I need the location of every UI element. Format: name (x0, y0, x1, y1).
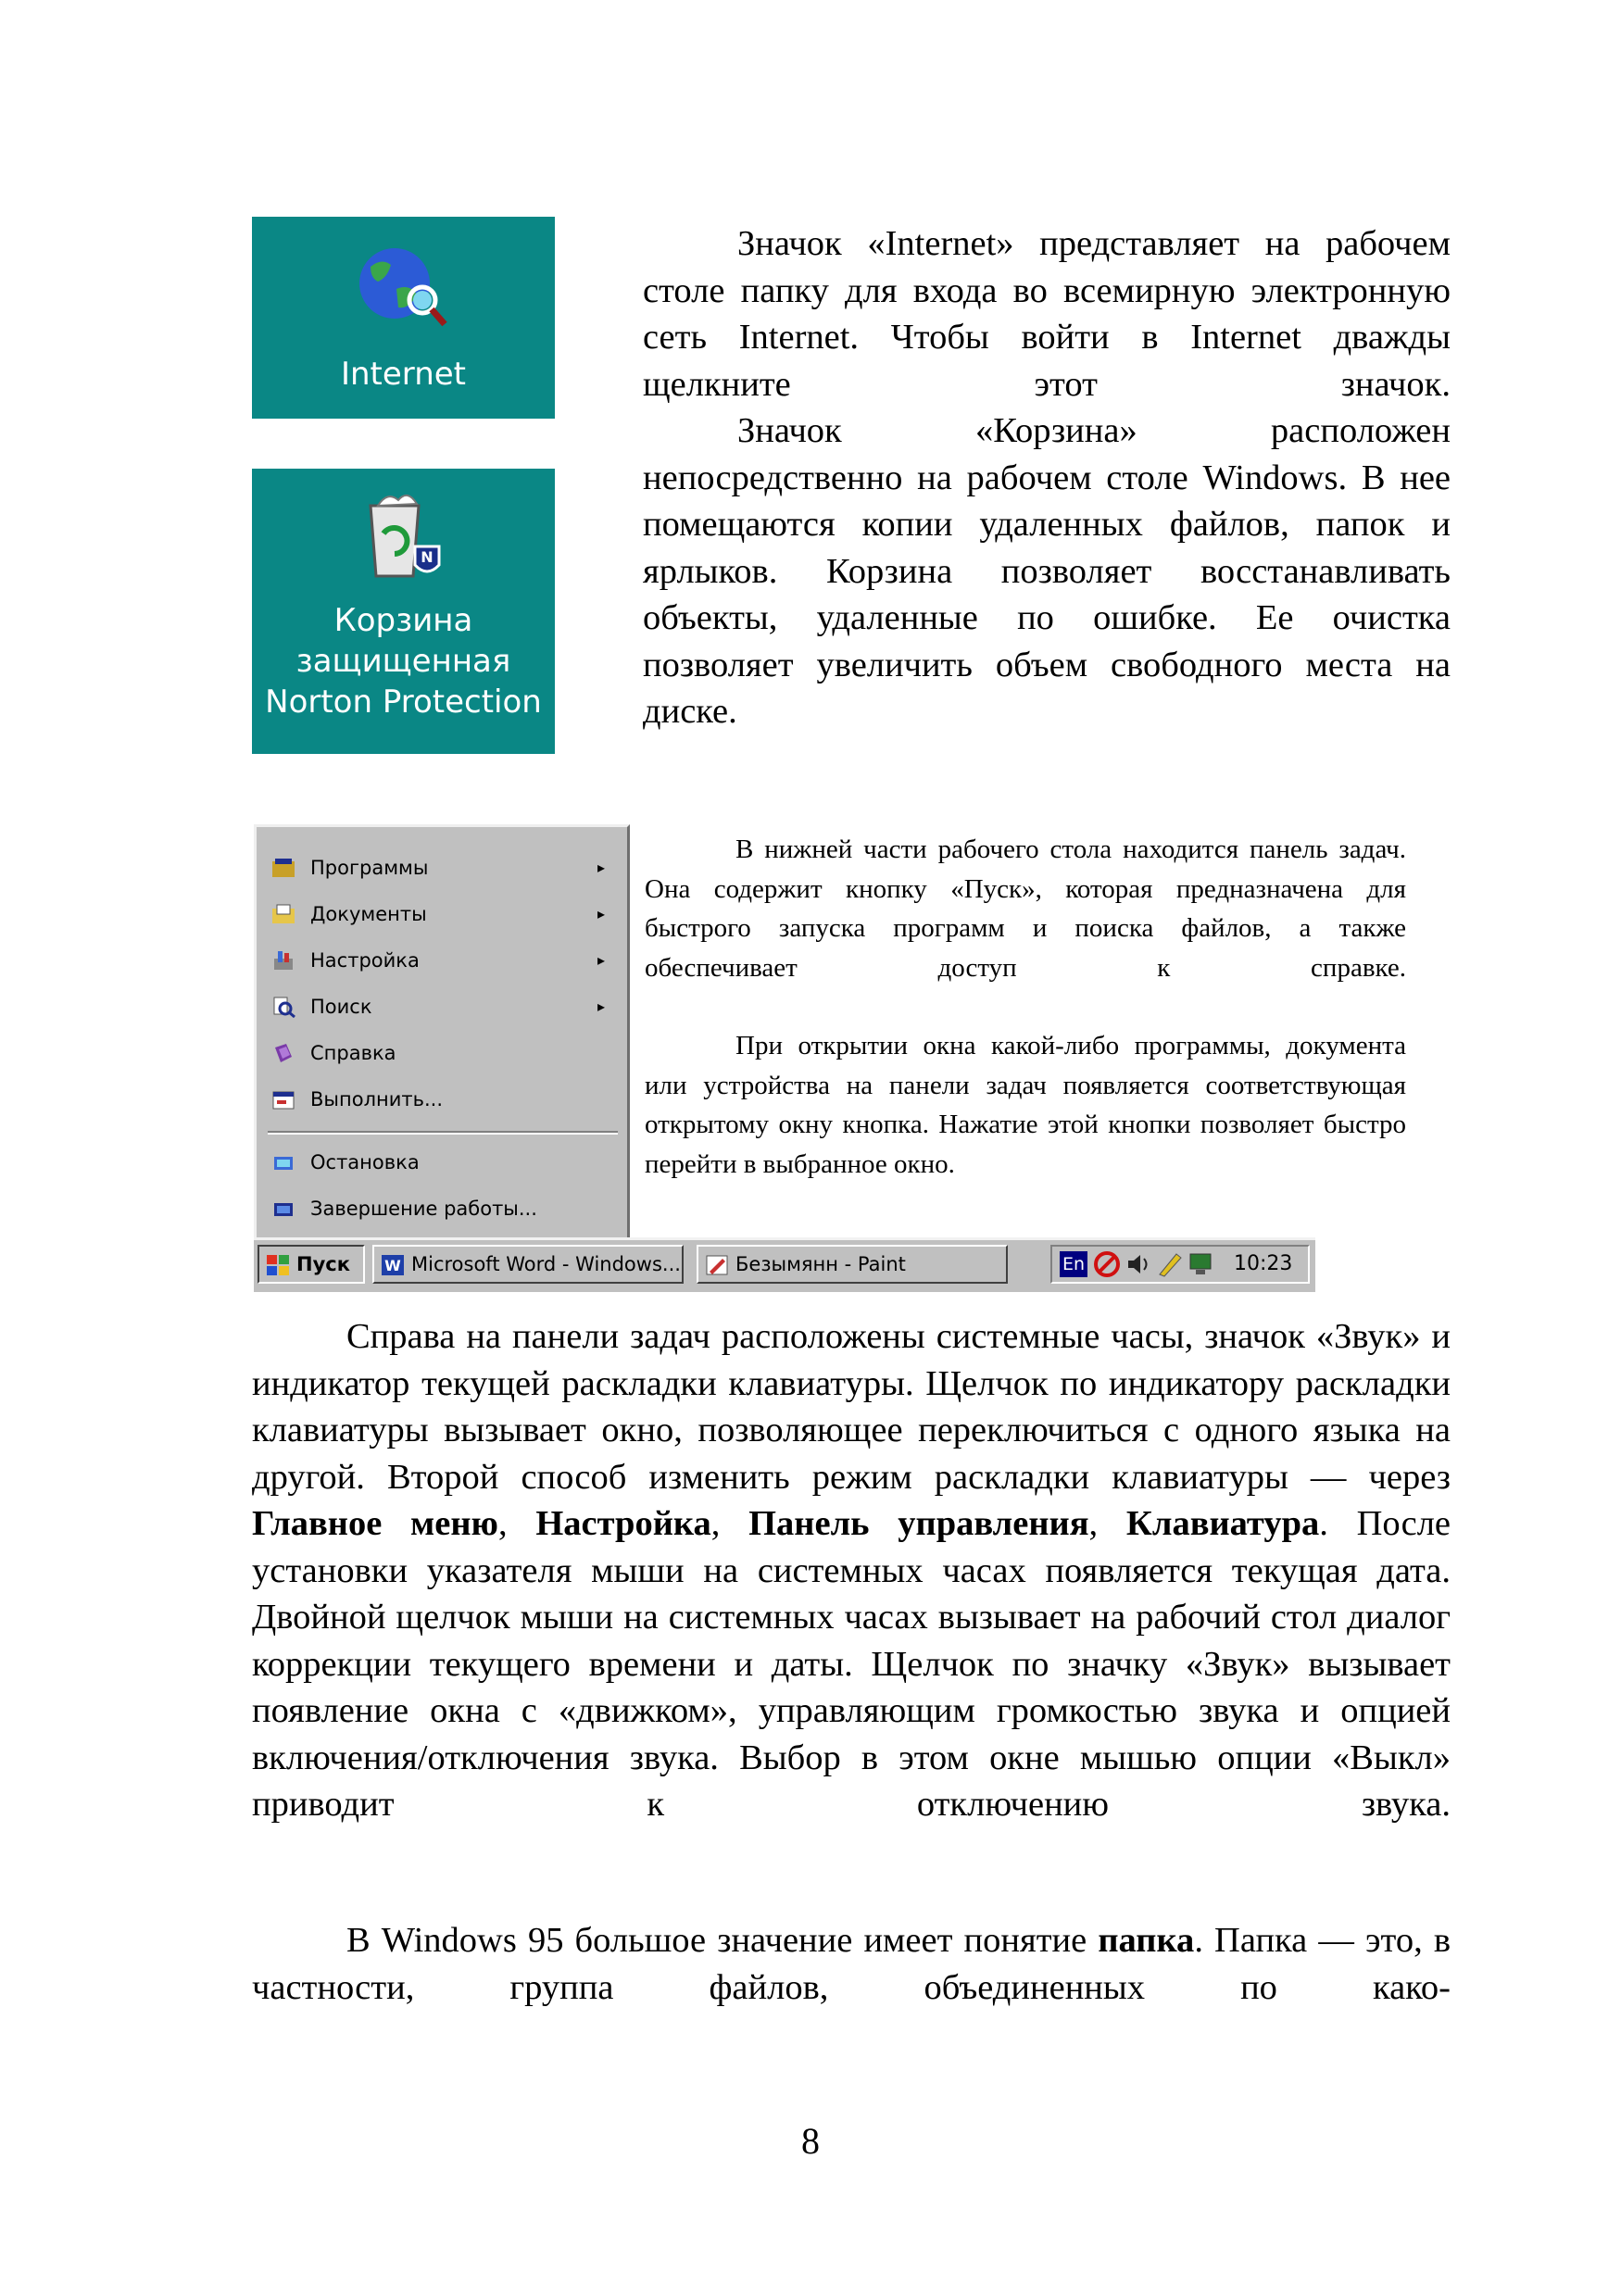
menu-item-label: Настройка (310, 949, 420, 972)
system-tray (1050, 1245, 1310, 1284)
paragraph-taskbar-intro: В нижней части рабочего стола находится панель задач. Она содержит кнопку «Пуск», которая предназначена для быстрого запуска программ и поиска файлов, а также обеспечивает доступ к справке. (645, 834, 1406, 983)
svg-text:N: N (421, 548, 434, 566)
menu-item-run[interactable] (268, 1081, 620, 1118)
start-menu (254, 824, 630, 1247)
start-button[interactable] (258, 1245, 365, 1284)
menu-item-shutdown[interactable] (268, 1190, 620, 1227)
paragraph-tray-intro: Справа на панели задач расположены системные часы, значок «Звук» и индикатор текущей раскладки клавиатуры. Щелчок по индикатору раскладки клавиатуры вызывает окно, позволяющее переключиться с одного языка на другой. Второй способ изменить режим раскладки клавиатуры — через (252, 1317, 1451, 1497)
term-control-panel: Панель управления (748, 1504, 1089, 1543)
taskbar-button-paint[interactable] (697, 1245, 1008, 1284)
paragraph-system-tray: Справа на панели задач расположены системные часы, значок «Звук» и индикатор текущей раскладки клавиатуры. Щелчок по индикатору раскладки клавиатуры вызывает окно, позволяющее переключиться с одного языка на другой. Второй способ изменить режим раскладки клавиатуры — через Главное меню, Настройка, Панель управления, Клавиатура. После установки указателя мыши на системных часах появляется текущая дата. Двойной щелчок мыши на системных часах вызывает на рабочий стол диалог коррекции текущего времени и даты. Щелчок по значку «Звук» вызывает появление окна с «движком», управляющим громкостью звука и опцией включения/отключения звука. Выбор в этом окне мышью опции «Выкл» приводит к отключению звука. (252, 1317, 1451, 1824)
paint-app-icon (704, 1253, 730, 1277)
submenu-arrow-icon: ▸ (597, 859, 605, 876)
help-book-icon (271, 1042, 295, 1064)
term-main-menu: Главное меню (252, 1504, 498, 1543)
menu-item-suspend[interactable] (268, 1144, 620, 1181)
shutdown-icon (271, 1198, 295, 1220)
find-icon (271, 996, 295, 1018)
recycle-bin-icon-label: Корзина защищенная Norton Protection (265, 602, 542, 721)
page-number: 8 (801, 2120, 820, 2162)
taskbar-button-word[interactable] (372, 1245, 684, 1284)
internet-desktop-icon[interactable] (252, 217, 555, 419)
settings-icon (271, 949, 295, 972)
menu-item-label: Документы (310, 903, 427, 925)
menu-item-label: Завершение работы... (310, 1198, 537, 1220)
recycle-bin-icon (350, 487, 452, 583)
keyboard-layout-indicator[interactable]: En (1060, 1251, 1087, 1277)
svg-text:W: W (384, 1257, 401, 1274)
word-app-icon (380, 1253, 406, 1277)
internet-icon-label: Internet (340, 356, 466, 393)
menu-item-label: Поиск (310, 996, 372, 1018)
menu-item-help[interactable] (268, 1035, 620, 1072)
recycle-bin-desktop-icon[interactable] (252, 469, 555, 754)
menu-item-label: Выполнить... (310, 1088, 444, 1110)
menu-item-find[interactable] (268, 988, 620, 1025)
menu-item-label: Программы (310, 857, 429, 879)
paragraph-folder (252, 1917, 1451, 2011)
submenu-arrow-icon: ▸ (597, 997, 605, 1015)
paragraph-tray-rest: . После установки указателя мыши на системных часах появляется текущая дата. Двойной щелчок мыши на системных часах вызывает на рабочий стол диалог коррекции текущего времени и даты. Щелчок по значку «Звук» вызывает появление окна с «движком», управляющим громкостью звука и опцией включения/отключения звука. Выбор в этом окне мышью опции «Выкл» приводит к отключению звука. (252, 1504, 1451, 1824)
submenu-arrow-icon: ▸ (597, 951, 605, 969)
documents-folder-icon (271, 903, 295, 925)
windows-logo-icon (265, 1253, 291, 1277)
paragraph-taskbar-buttons: При открытии окна какой-либо программы, документа или устройства на панели задач появляется соответствующая открытому окну кнопка. Нажатие этой кнопки позволяет быстро перейти в выбранное окно. (645, 1031, 1406, 1179)
start-button-label: Пуск (296, 1253, 350, 1275)
taskbar (254, 1237, 1315, 1292)
submenu-arrow-icon: ▸ (597, 905, 605, 922)
sound-speaker-icon[interactable] (1125, 1250, 1152, 1278)
menu-item-label: Справка (310, 1042, 396, 1064)
taskbar-button-label: Безымянн - Paint (735, 1253, 906, 1275)
menu-item-programs[interactable] (268, 849, 620, 886)
system-clock[interactable]: 10:23 (1234, 1252, 1293, 1275)
paragraph-recycle-bin: Значок «Корзина» расположен непосредственно на рабочем столе Windows. В нее помещаются копии удаленных файлов, папок и ярлыков. Корзина позволяет восстанавливать объекты, удаленные по ошибке. Ее очистка позволяет увеличить объем свободного места на диске. (643, 411, 1451, 731)
menu-item-label: Остановка (310, 1151, 420, 1173)
internet-globe-icon (350, 237, 452, 330)
menu-separator (268, 1131, 618, 1135)
term-keyboard: Клавиатура (1125, 1504, 1320, 1543)
term-folder: папка (1098, 1921, 1195, 1960)
menu-item-settings[interactable] (268, 942, 620, 979)
menu-item-documents[interactable] (268, 896, 620, 933)
suspend-icon (271, 1151, 295, 1173)
monitor-tray-icon[interactable] (1187, 1250, 1215, 1278)
run-icon (271, 1088, 295, 1110)
taskbar-button-label: Microsoft Word - Windows... (411, 1253, 681, 1275)
paragraph-folder-intro: В Windows 95 большое значение имеет понятие (346, 1921, 1087, 1960)
paragraph-internet: Значок «Internet» представляет на рабочем столе папку для входа во всемирную электронную сеть Internet. Чтобы войти в Internet дважды щелкните этот значок. (643, 224, 1451, 404)
paragraph-folder-rest: . Папка — это, в частности, группа файлов, объединенных по како- (252, 1921, 1451, 2007)
antivirus-tray-icon[interactable] (1093, 1250, 1121, 1278)
term-settings: Настройка (535, 1504, 711, 1543)
programs-folder-icon (271, 857, 295, 879)
pencil-tray-icon[interactable] (1156, 1250, 1184, 1278)
